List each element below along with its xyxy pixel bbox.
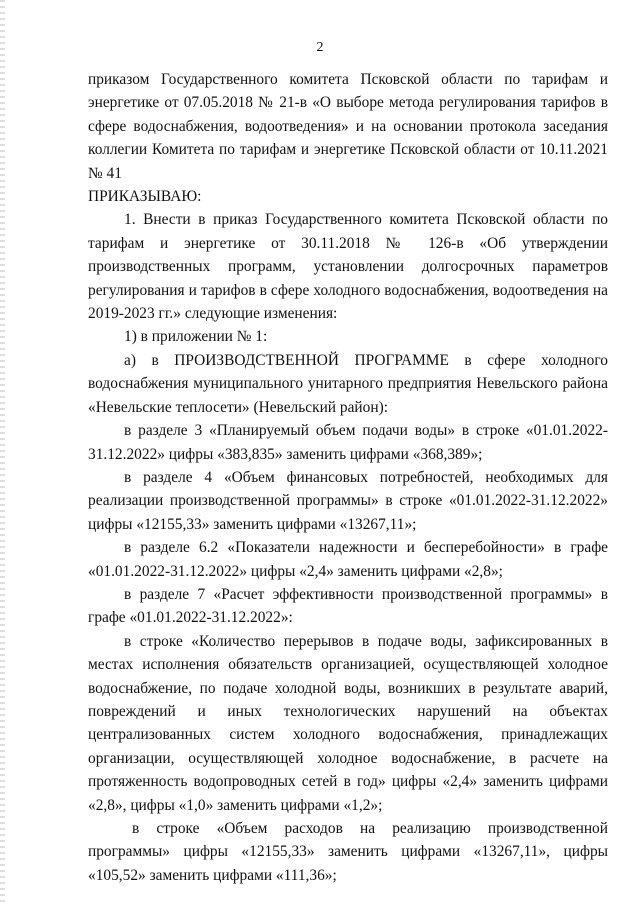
paragraph-item-1: 1. Внести в приказ Государственного комитета Псковской области по тарифам и энергетике от 30.11.2018 № 126-в «Об утверждении производственных программ, установлении долгосрочных параметров регулирования и тарифов в сфере холодного водоснабжения, водоотведения на 2019-2023 гг.» следующие изменения:: [88, 211, 608, 323]
document-body: [88, 68, 608, 887]
paragraph-expenses-row: в строке «Объем расходов на реализацию производственной программы» цифры «12155,33» заменить цифрами «13267,11», цифры «105,52» заменить цифрами «111,36»;: [88, 820, 608, 884]
paragraph-order-heading: ПРИКАЗЫВАЮ:: [88, 188, 202, 206]
paragraph-section-3: в разделе 3 «Планируемый объем подачи воды» в строке «01.01.2022-31.12.2022» цифры «383,835» заменить цифрами «368,389»;: [88, 422, 608, 463]
paragraph-appendix-1: 1) в приложении № 1:: [124, 328, 268, 346]
paragraph-section-6-2: в разделе 6.2 «Показатели надежности и бесперебойности» в графе «01.01.2022-31.12.2022» цифры «2,4» заменить цифрами «2,8»;: [88, 539, 608, 580]
paragraph-interruptions-row: в строке «Количество перерывов в подаче воды, зафиксированных в местах исполнения обязательств организацией, осуществляющей холодное водоснабжение, по подаче холодной воды, возникших в результате аварий, повреждений и иных технологических нарушений на объектах централизованных систем холодного водоснабжения, принадлежащих организации, осуществляющей холодное водоснабжение, в расчете на протяженность водопроводных сетей в год» цифры «2,4» заменить цифрами «2,8», цифры «1,0» заменить цифрами «1,2»;: [88, 632, 608, 814]
paragraph-section-7: в разделе 7 «Расчет эффективности производственной программы» в графе «01.01.2022-31.12.2022»:: [88, 585, 608, 627]
scan-edge: [0, 0, 5, 905]
paragraph-subitem-a: а) в ПРОИЗВОДСТВЕННОЙ ПРОГРАММЕ в сфере холодного водоснабжения муниципального унитарного предприятия Невельского района «Невельские теплосети» (Невельский район):: [88, 351, 608, 416]
page-number: 2: [316, 40, 324, 55]
paragraph-preamble: приказом Государственного комитета Псковской области по тарифам и энергетике от 07.05.2018 № 21-в «О выборе метода регулирования тарифов в сфере водоснабжения, водоотведения» и на основании протокола заседания коллегии Комитета по тарифам и энергетике Псковской области от 10.11.2021 № 41: [88, 71, 608, 182]
paragraph-section-4: в разделе 4 «Объем финансовых потребностей, необходимых для реализации производственной программы» в строке «01.01.2022-31.12.2022» цифры «12155,33» заменить цифрами «13267,11»;: [88, 468, 608, 533]
